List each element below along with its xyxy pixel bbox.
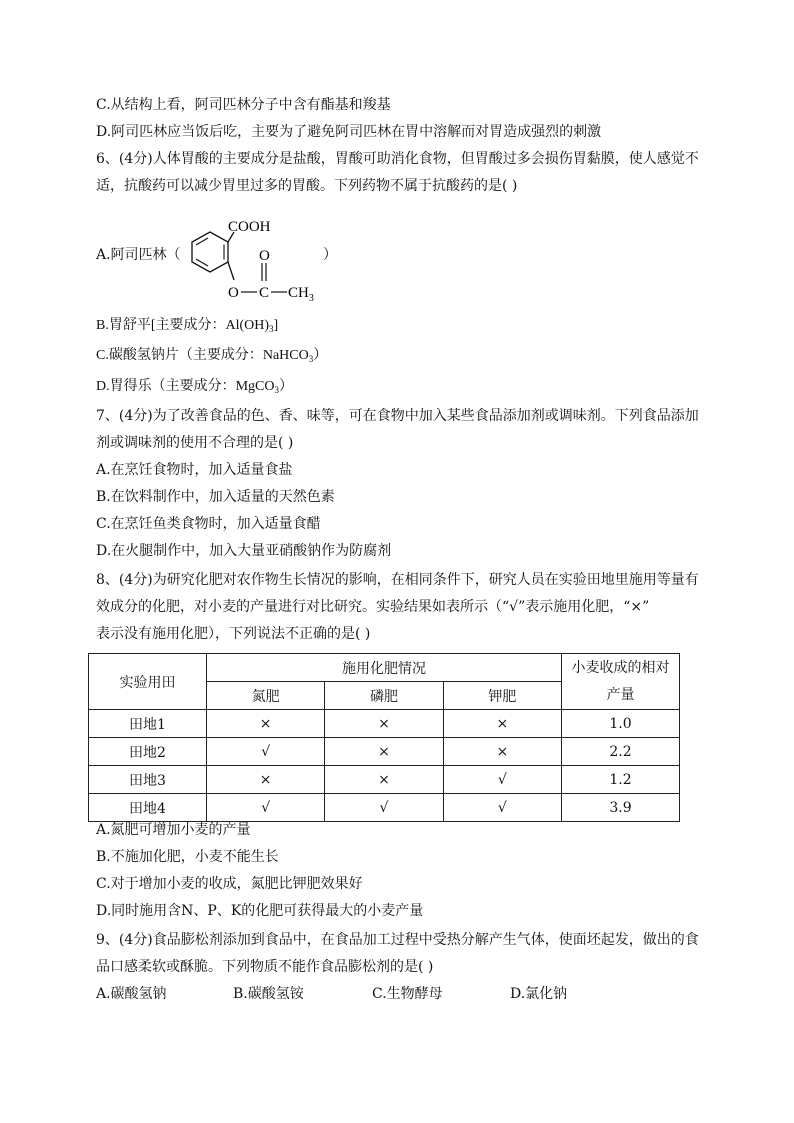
methyl-subscript: 3 [308,293,314,304]
cell-nitrogen: × [207,766,325,794]
cell-field: 田地3 [89,766,207,794]
experiment-table [88,653,680,822]
cell-phosphorus: × [325,710,443,738]
q8-option-d: D.同时施用含N、P、K的化肥可获得最大的小麦产量 [96,903,424,919]
cell-yield: 1.2 [562,766,680,794]
header-nitrogen: 氮肥 [207,682,325,710]
table-row [89,766,680,794]
q9-option-d: D.氯化钠 [510,986,568,1002]
table-header-row [89,654,680,682]
header-yield-line-1: 小麦收成的相对 [571,659,670,676]
table-row [89,738,680,766]
q9-option-a: A.碳酸氢钠 [96,986,167,1002]
q6-stem-line-2: 适，抗酸药可以减少胃里过多的胃酸。下列药物不属于抗酸药的是( ) [96,178,518,194]
q7-option-c: C.在烹饪鱼类食物时，加入适量食醋 [96,516,321,532]
header-field: 实验用田 [89,654,207,710]
q8-option-a: A.氮肥可增加小麦的产量 [96,822,251,838]
carbonyl-oxygen-label: O [259,248,270,264]
carbonyl-carbon-label: C [259,285,270,301]
q5-option-c: C.从结构上看，阿司匹林分子中含有酯基和羧基 [96,97,391,113]
cell-potassium: √ [443,766,561,794]
ring-oxygen-label: O [228,285,239,301]
q6-option-b-subscript: 3 [269,324,274,334]
cell-phosphorus: × [325,766,443,794]
cell-nitrogen: √ [207,794,325,822]
q6-option-b [96,316,278,339]
q6-option-d [96,377,293,400]
q7-stem-line-1: 7、(4分)为了改善食品的色、香、味等，可在食物中加入某些食品添加剂或调味剂。下列食品添加 [96,408,699,424]
q7-option-a: A.在烹饪食物时，加入适量食盐 [96,462,293,478]
benzene-ring [192,232,228,272]
cell-potassium: × [443,738,561,766]
q6-option-d-subscript: 3 [274,385,280,395]
q6-option-c-text: C.碳酸氢钠片（主要成分：NaHCO [96,348,309,363]
q6-option-c-subscript: 3 [308,354,314,364]
q7-option-d: D.在火腿制作中，加入大量亚硝酸钠作为防腐剂 [96,543,392,559]
q8-option-b: B.不施加化肥，小麦不能生长 [96,849,279,865]
cell-nitrogen: × [207,710,325,738]
q6-option-b-text: B.胃舒平[主要成分：Al(OH) [96,318,270,333]
q8-stem-line-2: 效成分的化肥，对小麦的产量进行对比研究。实验结果如表所示（“√”表示施用化肥，“×” [96,599,650,615]
q6-option-d-suffix: ） [279,379,294,394]
q6-option-a [96,245,181,265]
cell-phosphorus: √ [325,794,443,822]
q8-option-c: C.对于增加小麦的收成，氮肥比钾肥效果好 [96,876,363,892]
cooh-label: COOH [228,219,271,235]
cell-phosphorus: × [325,738,443,766]
methyl-ch: CH [288,285,309,301]
q5-option-d: D.阿司匹林应当饭后吃，主要为了避免阿司匹林在胃中溶解而对胃造成强烈的刺激 [96,124,602,140]
cell-field: 田地1 [89,710,207,738]
q7-stem-line-2: 剂或调味剂的使用不合理的是( ) [96,435,294,451]
header-phosphorus: 磷肥 [325,682,443,710]
q6-option-c-suffix: ） [313,348,328,363]
cell-field: 田地4 [89,794,207,822]
header-yield-line-2: 产量 [606,686,635,703]
cell-potassium: × [443,710,561,738]
table-row [89,710,680,738]
q6-option-b-suffix: ] [273,318,279,333]
header-potassium: 钾肥 [443,682,561,710]
q8-stem-line-1: 8、(4分)为研究化肥对农作物生长情况的影响，在相同条件下，研究人员在实验田地里施用等量有 [96,572,699,588]
header-fertilizer: 施用化肥情况 [207,654,562,682]
q6-option-c [96,346,327,369]
q8-stem-line-3: 表示没有施用化肥），下列说法不正确的是( ) [96,626,371,642]
cell-field: 田地2 [89,738,207,766]
q9-stem-line-2: 品口感柔软或酥脆。下列物质不能作食品膨松剂的是( ) [96,959,434,975]
header-yield [562,654,680,710]
aspirin-structure [178,210,328,305]
cell-nitrogen: √ [207,738,325,766]
methyl-label [288,285,314,304]
cell-yield: 2.2 [562,738,680,766]
q6-stem-line-1: 6、(4分)人体胃酸的主要成分是盐酸，胃酸可助消化食物，但胃酸过多会损伤胃黏膜，使人感觉不 [96,151,699,167]
q6-option-a-prefix: A.阿司匹林（ [96,247,181,263]
q6-option-a-suffix: ） [323,247,337,263]
q9-stem-line-1: 9、(4分)食品膨松剂添加到食品中，在食品加工过程中受热分解产生气体，使面坯起发，做出的食 [96,932,699,948]
q9-option-c: C.生物酵母 [372,986,443,1002]
cell-yield: 1.0 [562,710,680,738]
cell-yield: 3.9 [562,794,680,822]
q6-option-d-text: D.胃得乐（主要成分：MgCO [96,379,275,394]
q9-option-b: B.碳酸氢铵 [233,986,304,1002]
q7-option-b: B.在饮料制作中，加入适量的天然色素 [96,489,335,505]
cell-potassium: √ [443,794,561,822]
table-row [89,794,680,822]
